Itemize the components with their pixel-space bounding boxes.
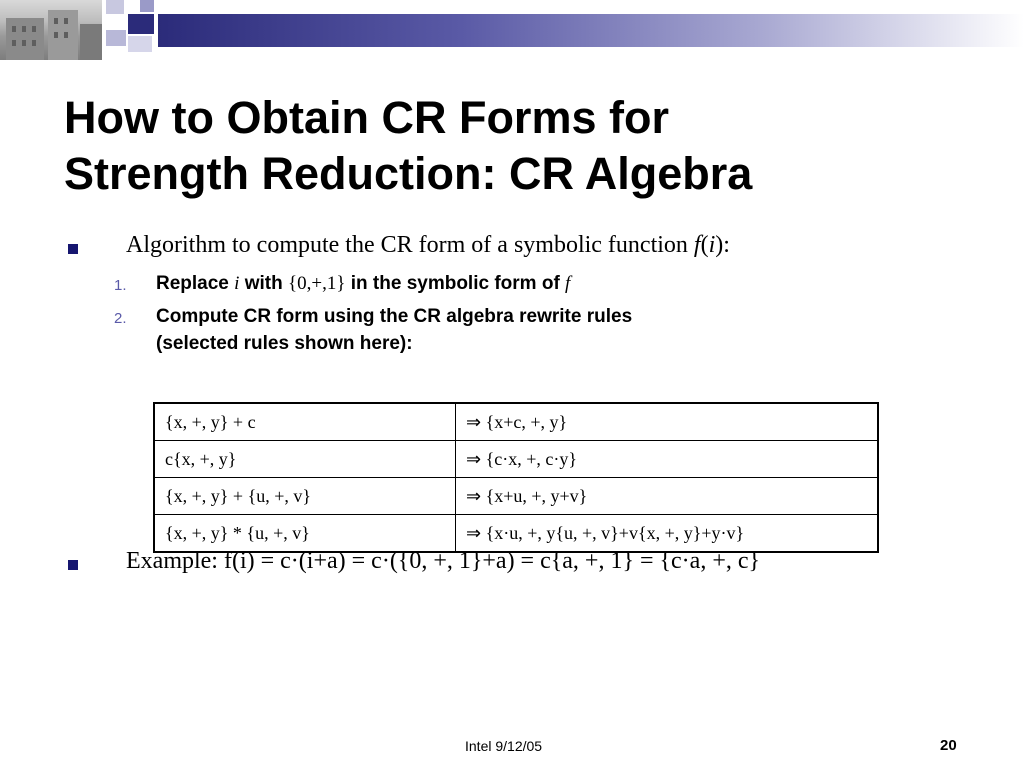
page-number: 20 <box>940 737 957 754</box>
rule-rhs: ⇒ {x+c, +, y} <box>456 403 879 441</box>
header-square <box>106 0 124 14</box>
table-row <box>154 403 878 441</box>
rule-rhs: ⇒ {c·x, +, c·y} <box>456 441 879 478</box>
table-row <box>154 441 878 478</box>
header-photo <box>0 0 102 60</box>
footer-text: Intel 9/12/05 <box>465 738 543 754</box>
header-gradient-bar <box>158 14 1024 47</box>
header-square <box>128 36 152 52</box>
title-line-1: How to Obtain CR Forms for <box>64 92 669 143</box>
slide-title <box>64 90 1004 202</box>
rule-rhs: ⇒ {x·u, +, y{u, +, v}+v{x, +, y}+y·v} <box>456 515 879 553</box>
rule-lhs: {x, +, y} + c <box>154 403 456 441</box>
table-row <box>154 515 878 553</box>
step-2-text: Compute CR form using the CR algebra rewrite rules (selected rules shown here): <box>156 306 633 354</box>
step-1-text: Replace i with {0,+,1} in the symbolic form of f <box>156 273 571 294</box>
bullet-example: Example: f(i) = c·(i+a) = c·({0, +, 1}+a) = c{a, +, 1} = {c·a, +, c} <box>126 548 761 574</box>
rule-lhs: c{x, +, y} <box>154 441 456 478</box>
cr-rules-table <box>153 402 879 553</box>
title-line-2: Strength Reduction: CR Algebra <box>64 148 753 199</box>
rule-lhs: {x, +, y} * {u, +, v} <box>154 515 456 553</box>
table-row <box>154 478 878 515</box>
rule-rhs: ⇒ {x+u, +, y+v} <box>456 478 879 515</box>
step-1-number: 1. <box>114 277 127 294</box>
step-2-number: 2. <box>114 310 127 327</box>
header-square <box>106 30 126 46</box>
rule-lhs: {x, +, y} + {u, +, v} <box>154 478 456 515</box>
bullet-square-icon <box>68 244 78 254</box>
header-square <box>140 0 154 12</box>
bullet-square-icon <box>68 560 78 570</box>
bullet-algorithm: Algorithm to compute the CR form of a symbolic function f(i): <box>126 232 730 258</box>
header-square <box>128 14 154 34</box>
